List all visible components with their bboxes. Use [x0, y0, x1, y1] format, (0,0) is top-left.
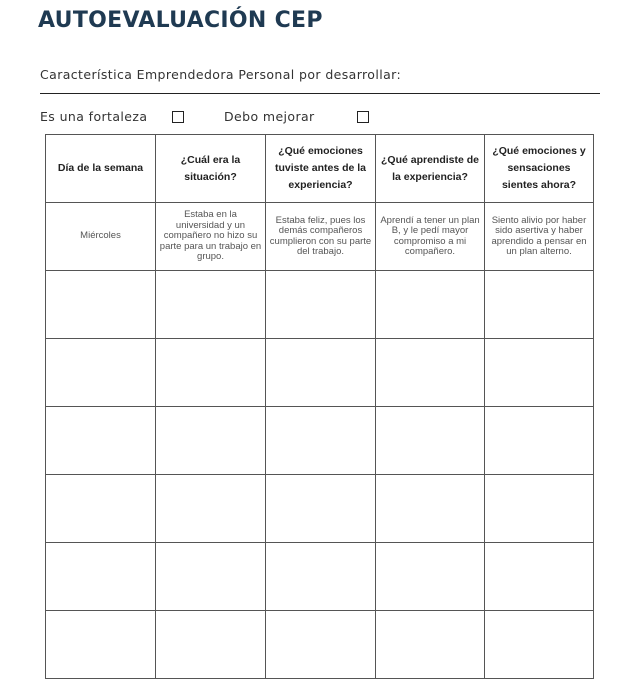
table-cell[interactable] — [156, 611, 266, 679]
characteristic-label: Característica Emprendedora Personal por desarrollar: — [40, 67, 402, 82]
table-cell[interactable] — [376, 543, 485, 611]
table-cell[interactable] — [485, 611, 594, 679]
example-learned: Aprendí a tener un plan B, y le pedí mayor compromiso a mi compañero. — [376, 203, 485, 271]
table-cell[interactable] — [156, 543, 266, 611]
table-row — [46, 475, 594, 543]
table-cell[interactable] — [376, 407, 485, 475]
table-cell[interactable] — [485, 543, 594, 611]
table-cell[interactable] — [46, 407, 156, 475]
table-cell[interactable] — [376, 339, 485, 407]
table-cell[interactable] — [156, 271, 266, 339]
table-cell[interactable] — [376, 271, 485, 339]
strength-checkbox[interactable] — [172, 111, 184, 123]
table-cell[interactable] — [46, 611, 156, 679]
table-cell[interactable] — [156, 339, 266, 407]
header-day: Día de la semana — [46, 135, 156, 203]
table-cell[interactable] — [46, 271, 156, 339]
header-emotions-now: ¿Qué emociones y sensaciones sientes ahora? — [485, 135, 594, 203]
example-row — [46, 203, 594, 271]
table-cell[interactable] — [266, 271, 376, 339]
page-title: AUTOEVALUACIÓN CEP — [38, 8, 323, 33]
table-cell[interactable] — [156, 475, 266, 543]
table-cell[interactable] — [266, 543, 376, 611]
table-cell[interactable] — [485, 407, 594, 475]
table-cell[interactable] — [266, 339, 376, 407]
table-cell[interactable] — [485, 339, 594, 407]
example-day: Miércoles — [46, 203, 156, 271]
table-cell[interactable] — [485, 271, 594, 339]
table-cell[interactable] — [46, 339, 156, 407]
table-cell[interactable] — [485, 475, 594, 543]
table-cell[interactable] — [266, 475, 376, 543]
table-cell[interactable] — [46, 475, 156, 543]
header-situation: ¿Cuál era la situación? — [156, 135, 266, 203]
table-cell[interactable] — [376, 611, 485, 679]
header-row — [46, 135, 594, 203]
table-cell[interactable] — [266, 407, 376, 475]
table-row — [46, 611, 594, 679]
characteristic-answer-line[interactable] — [40, 93, 600, 94]
table-cell[interactable] — [156, 407, 266, 475]
table-cell[interactable] — [46, 543, 156, 611]
header-learned: ¿Qué aprendiste de la experiencia? — [376, 135, 485, 203]
example-emotions-now: Siento alivio por haber sido asertiva y haber aprendido a pensar en un plan alterno. — [485, 203, 594, 271]
header-emotions-before: ¿Qué emociones tuviste antes de la experiencia? — [266, 135, 376, 203]
table-cell[interactable] — [266, 611, 376, 679]
example-situation: Estaba en la universidad y un compañero no hizo su parte para un trabajo en grupo. — [156, 203, 266, 271]
improve-option-label: Debo mejorar — [224, 109, 315, 124]
table-row — [46, 271, 594, 339]
table-row — [46, 339, 594, 407]
self-evaluation-table — [45, 134, 594, 679]
table-cell[interactable] — [376, 475, 485, 543]
table-row — [46, 543, 594, 611]
improve-checkbox[interactable] — [357, 111, 369, 123]
table-row — [46, 407, 594, 475]
example-emotions-before: Estaba feliz, pues los demás compañeros cumplieron con su parte del trabajo. — [266, 203, 376, 271]
strength-option-label: Es una fortaleza — [40, 109, 148, 124]
